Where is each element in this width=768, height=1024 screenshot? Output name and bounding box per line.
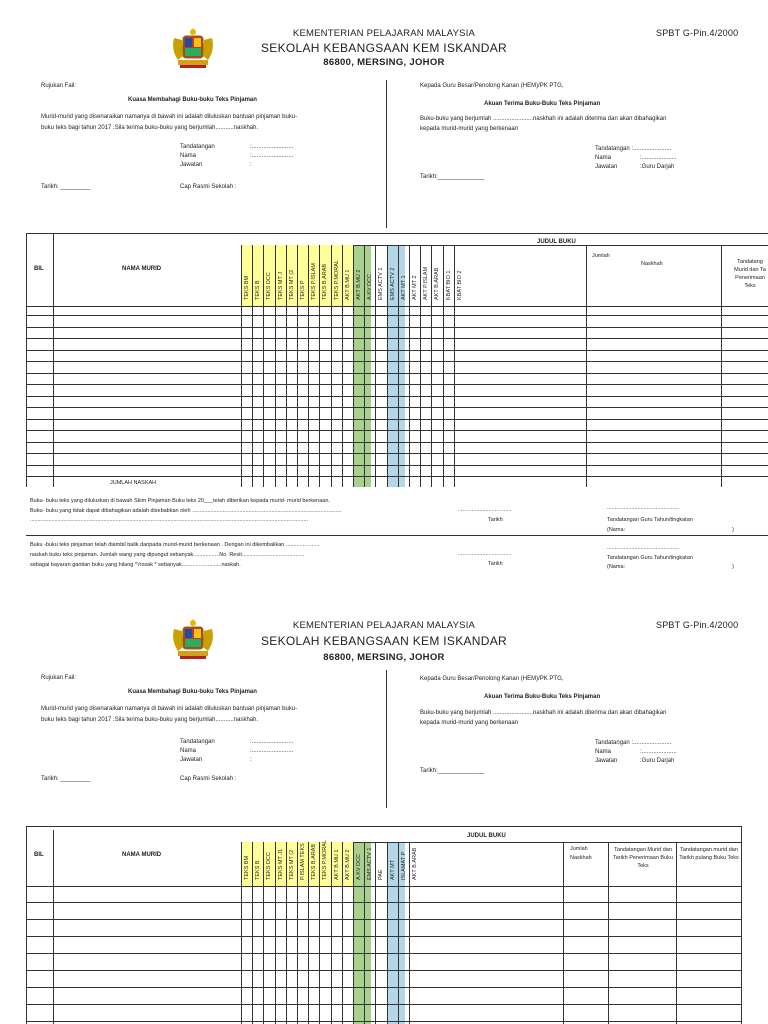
school-name: SEKOLAH KEBANGSAAN KEM ISKANDAR	[260, 41, 508, 55]
column-divider	[297, 842, 298, 1024]
col-sign-receive: Tandatangan Murid dan Tarikh Penerimaan Buku Teks	[613, 847, 673, 869]
book-column-label: TEKS P.MORAL	[322, 840, 328, 880]
form-code: SPBT G-Pin.4/2000	[656, 620, 739, 630]
column-divider	[353, 842, 354, 1024]
column-divider	[275, 842, 276, 1024]
column-divider	[308, 245, 309, 487]
book-column-label: AKT B.MU 1	[345, 269, 351, 300]
footer-line3: ......................................................................................................................................................................................	[30, 517, 309, 523]
column-divider	[387, 842, 388, 1024]
column-divider	[409, 245, 410, 487]
book-column-label: TEKS MT J	[278, 271, 284, 300]
ministry-title: KEMENTERIAN PELAJARAN MALAYSIA	[292, 28, 476, 39]
table-row	[26, 1004, 741, 1005]
right-sign-label: Tandatangan :.......................	[595, 146, 672, 152]
left-heading: Kuasa Membahagi Buku-buku Teks Pinjaman	[128, 689, 257, 695]
book-column-label: TEKS P	[300, 280, 306, 300]
col-judul-buku: JUDUL BUKU	[467, 833, 506, 839]
column-divider	[364, 245, 365, 487]
table-row	[26, 465, 768, 466]
post-value: :	[250, 162, 252, 168]
column-divider	[431, 245, 432, 487]
book-column-label: TEKS B	[255, 860, 261, 880]
footer-line6: sebagai bayaran gantian buku yang hilang *ⁱ/rosak * sebanyak..........................naskah.	[30, 562, 241, 568]
book-column-label: EMS ACTV 1	[378, 267, 384, 300]
book-column-label: PAE	[378, 869, 384, 880]
stamp-label: Cap Rasmi Sekolah :	[180, 184, 237, 190]
col-judul-buku: JUDUL BUKU	[537, 239, 576, 245]
post-value: :	[250, 757, 252, 763]
right-paragraph-line2: kepada murid-murid yang berkenaan	[420, 126, 519, 132]
book-column-label: TEKS DCC	[266, 852, 272, 880]
book-column-label: TEKS MT J1	[278, 848, 284, 880]
right-name-label: Nama	[595, 155, 612, 161]
table-row	[26, 327, 768, 328]
school-address: 86800, MERSING, JOHOR	[323, 57, 445, 68]
footer-line1: Buku- buku teks yang diluluskan di bawah Skim Pinjaman Buku teks 20___telah diberikan kepada murid- murid berkenaan.	[30, 498, 330, 504]
footer-line4: Buku -buku teks pinjaman telah diambil balik daripada murid-murid berkenaan . Dengan ini dikembalikan ......................	[30, 542, 320, 548]
table-row	[26, 350, 768, 351]
book-column-label: KBAT BIO 1	[446, 270, 452, 300]
column-divider	[398, 245, 399, 487]
sign-value: :.........................	[250, 144, 294, 150]
col-naskhah: Naskhah	[641, 261, 663, 267]
right-to: Kepada Guru Besar/Penolong Kanan (HEM)/PK PTG,	[420, 676, 564, 682]
right-post-value: :Guru Darjah	[640, 164, 675, 170]
col-jumlah: Jumlah	[592, 253, 610, 259]
column-divider	[364, 842, 365, 1024]
footer-sign-label: Tandatangan Guru Tahun/tingkatan	[607, 517, 693, 523]
right-post-label: Jawatan	[595, 758, 618, 764]
column-divider	[319, 245, 320, 487]
column-divider	[275, 245, 276, 487]
book-column-label: KBAT BIO 2	[457, 270, 463, 300]
post-label: Jawatan	[180, 757, 203, 763]
column-divider	[252, 842, 253, 1024]
column-divider	[454, 245, 455, 487]
table-row	[26, 970, 741, 971]
book-column-label: AKT B.MU 1	[334, 849, 340, 880]
file-ref-label: Rujukan Fail:	[41, 675, 77, 681]
right-paragraph-line2: kepada murid-murid yang berkenaan	[420, 720, 519, 726]
table-row	[26, 902, 741, 903]
col-sign-return: Tandatangan murid dan Tarikh pulang Buku Teks	[679, 847, 739, 861]
column-divider	[286, 842, 287, 1024]
book-column-label: AKT B.ARAB	[434, 267, 440, 300]
col-bil: BIL	[34, 852, 44, 858]
column-divider	[53, 233, 54, 487]
book-column-label: P.ISLAM TEKS	[300, 843, 306, 880]
col-nama-murid: NAMA MURID	[122, 852, 162, 858]
book-column-label: EMS ACTV 1	[367, 847, 373, 880]
col-naskhah: Naskhah	[570, 855, 592, 861]
sign-value: :.........................	[250, 739, 294, 745]
book-column-label: TEKS P.ISLAM	[311, 263, 317, 300]
school-address: 86800, MERSING, JOHOR	[323, 652, 445, 663]
table-row	[26, 953, 741, 954]
right-paragraph-line1: Buku-buku yang berjumlah ........................naskhah ini adalah diterima dan akan dibahagikan	[420, 710, 667, 716]
book-column-label: TEKS B.ARAB	[311, 843, 317, 880]
footer-nama-close-2: )	[732, 564, 734, 570]
date-label: Tarikh: _________	[41, 184, 91, 190]
book-column-label: EMS ACTV 2	[390, 267, 396, 300]
footer-dots-mid: ...................................	[458, 507, 512, 513]
table-row	[26, 1021, 741, 1022]
post-label: Jawatan	[180, 162, 203, 168]
column-divider	[342, 842, 343, 1024]
stamp-label: Cap Rasmi Sekolah :	[180, 776, 237, 782]
table-row	[26, 430, 768, 431]
book-column-label: AKT P.ISLAM	[423, 266, 429, 300]
column-divider	[297, 245, 298, 487]
column-divider	[342, 245, 343, 487]
column-divider	[398, 842, 399, 1024]
book-column-label: A.KV DCC	[356, 854, 362, 880]
table-row	[26, 453, 768, 454]
column-divider	[586, 245, 587, 487]
ministry-title: KEMENTERIAN PELAJARAN MALAYSIA	[292, 620, 476, 631]
table-row	[26, 396, 768, 397]
column-divider	[676, 842, 677, 1024]
column-divider	[387, 245, 388, 487]
name-value: :.........................	[250, 153, 294, 159]
book-column-label: TEKS B.ARAB	[322, 263, 328, 300]
table-row	[26, 338, 768, 339]
sign-label: Tandatangan	[180, 144, 215, 150]
footer-sign-label-2: Tandatangan Guru Tahun/tingkatan	[607, 555, 693, 561]
column-divider	[263, 245, 264, 487]
table-row	[26, 315, 768, 316]
footer-nama: (Nama:	[607, 527, 626, 533]
book-column-label: AKT MT 1	[401, 275, 407, 300]
column-divider	[608, 842, 609, 1024]
name-label: Nama	[180, 153, 197, 159]
column-divider	[319, 842, 320, 1024]
column-divider	[443, 245, 444, 487]
form-code: SPBT G-Pin.4/2000	[656, 28, 739, 38]
table-row	[26, 987, 741, 988]
right-sign-label: Tandatangan :.......................	[595, 740, 672, 746]
table-row	[26, 476, 768, 477]
right-date-label: Tarikh:______________	[420, 174, 485, 180]
name-label: Nama	[180, 748, 197, 754]
column-divider	[308, 842, 309, 1024]
section-divider	[386, 670, 387, 808]
table-row	[26, 407, 768, 408]
school-name: SEKOLAH KEBANGSAAN KEM ISKANDAR	[260, 634, 508, 648]
left-paragraph-line2: buku teks bagi tahun 2017 .Sila terima buku-buku yang berjumlah...........naskhah.	[41, 125, 259, 131]
col-nama-murid: NAMA MURID	[122, 266, 162, 272]
right-heading: Akuan Terima Buku-Buku Teks Pinjaman	[484, 101, 601, 107]
col-sign-receive: Tandatang Murid dan Ta Penerimaan Teks	[734, 259, 766, 289]
date-label: Tarikh: _________	[41, 776, 91, 782]
right-date-label: Tarikh:______________	[420, 768, 485, 774]
column-divider	[375, 245, 376, 487]
column-divider	[331, 245, 332, 487]
book-column-label: AKT B.MU 2	[345, 849, 351, 880]
book-column-label: A.KV DCC	[367, 274, 373, 300]
col-bil: BIL	[34, 266, 44, 272]
column-divider	[409, 842, 410, 1024]
book-column-label: AKT B.ARAB	[412, 847, 418, 880]
right-name-value: :.....................	[640, 749, 677, 755]
footer-tarikh-2: Tarikh	[488, 561, 503, 567]
column-divider	[331, 842, 332, 1024]
book-column-label: TEKS DCC	[266, 272, 272, 300]
book-column-label: TEKS BM	[244, 275, 250, 300]
right-heading: Akuan Terima Buku-Buku Teks Pinjaman	[484, 694, 601, 700]
footer-nama-2: (Nama:	[607, 564, 626, 570]
col-jumlah: Jumlah	[570, 846, 588, 852]
left-paragraph-line2: buku teks bagi tahun 2017 .Sila terima buku-buku yang berjumlah...........naskhah.	[41, 717, 259, 723]
table-row	[26, 384, 768, 385]
column-divider	[375, 842, 376, 1024]
column-divider	[263, 842, 264, 1024]
table-row	[26, 361, 768, 362]
footer-line2: Buku- buku yang tidak dapat dibahagikan adalah disebabkan oleh ..................................................................................................	[30, 508, 342, 514]
table-row	[26, 373, 768, 374]
right-post-label: Jawatan	[595, 164, 618, 170]
right-paragraph-line1: Buku-buku yang berjumlah ........................naskhah ini adalah diterima dan akan dibahagikan	[420, 116, 667, 122]
book-column-label: AKT B.MU 2	[356, 269, 362, 300]
right-to: Kepada Guru Besar/Penolong Kanan (HEM)/PK PTG,	[420, 83, 564, 89]
column-divider	[241, 245, 242, 487]
footer-dots-right: ...............................................	[607, 505, 679, 511]
section-divider	[386, 80, 387, 228]
book-column-label: TEKS BM	[244, 855, 250, 880]
column-divider	[241, 842, 242, 1024]
footer-tarikh: Tarikh	[488, 517, 503, 523]
total-label: JUMLAH NASKAH	[110, 480, 157, 486]
book-column-label: TEKS P.MORAL	[334, 260, 340, 300]
column-divider	[563, 842, 564, 1024]
sign-label: Tandatangan	[180, 739, 215, 745]
column-divider	[420, 245, 421, 487]
left-paragraph-line1: Murid-murid yang disenaraikan namanya di bawah ini adalah diluluskan bantuan pinjaman buku-	[41, 114, 298, 120]
table-row	[26, 442, 768, 443]
right-post-value: :Guru Darjah	[640, 758, 675, 764]
name-value: :.........................	[250, 748, 294, 754]
table-row	[26, 919, 741, 920]
footer-line5: naskah buku teks pinjaman. Jumlah wang yang dipungut sebanyak.................No. Resit.........................................	[30, 552, 305, 558]
book-column-label: TEKS MT (2	[289, 269, 295, 300]
book-column-label: AKT MT 2	[412, 275, 418, 300]
left-paragraph-line1: Murid-murid yang disenaraikan namanya di bawah ini adalah diluluskan bantuan pinjaman buku-	[41, 706, 298, 712]
column-divider	[353, 245, 354, 487]
file-ref-label: Rujukan Fail:	[41, 83, 77, 89]
book-column-label: TEKS B	[255, 280, 261, 300]
column-divider	[252, 245, 253, 487]
book-column-label: ISLAMAT P	[401, 851, 407, 880]
book-column-label: AKT MT	[390, 859, 396, 880]
table-row	[26, 936, 741, 937]
left-heading: Kuasa Membahagi Buku-buku Teks Pinjaman	[128, 97, 257, 103]
column-divider	[721, 245, 722, 487]
right-name-label: Nama	[595, 749, 612, 755]
footer-nama-close: )	[732, 527, 734, 533]
footer-dots-mid-2: ...................................	[458, 551, 512, 557]
column-divider	[286, 245, 287, 487]
footer-dots-right-2: ...............................................	[607, 545, 679, 551]
book-column-label: TEKS MT (2	[289, 849, 295, 880]
table-row	[26, 419, 768, 420]
column-divider	[53, 830, 54, 1024]
right-name-value: :.....................	[640, 155, 677, 161]
